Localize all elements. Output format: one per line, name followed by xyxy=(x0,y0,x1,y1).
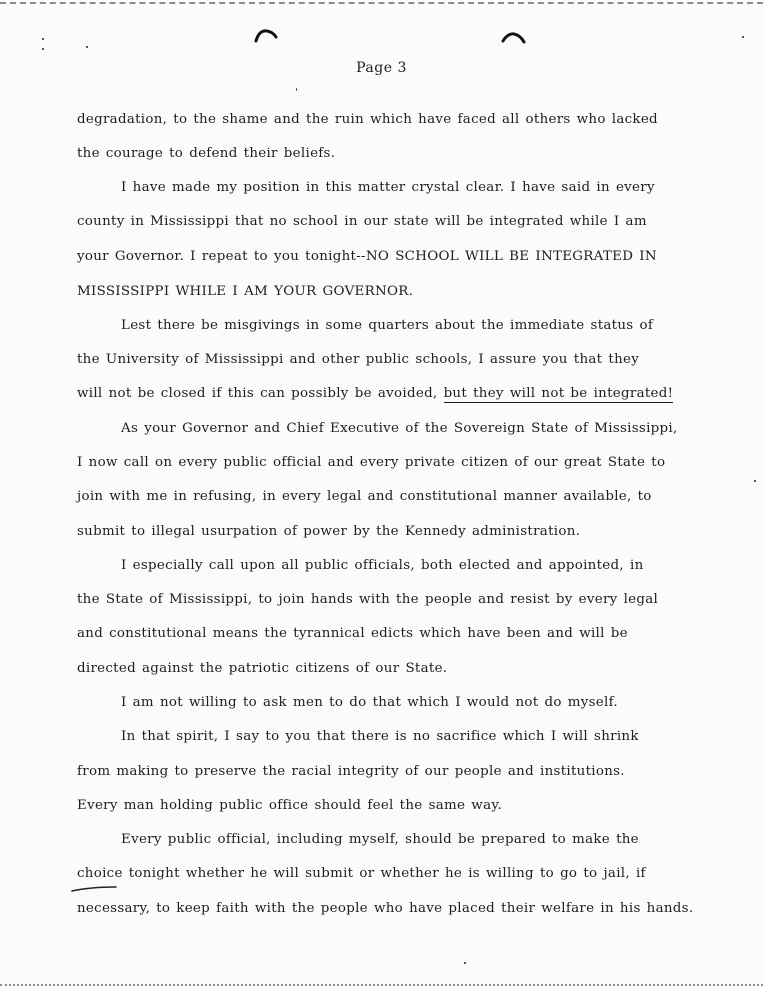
text-line: choice tonight whether he will submit or whether he is willing to go to jail, if xyxy=(77,866,646,881)
text-line: the State of Mississippi, to join hands with the people and resist by every legal xyxy=(77,592,659,607)
text-line: I now call on every public official and every private citizen of our great State to xyxy=(77,455,666,470)
text-line: and constitutional means the tyrannical edicts which have been and will be xyxy=(77,626,628,641)
text-line: the University of Mississippi and other public schools, I assure you that they xyxy=(77,352,640,367)
underlined-text: but they will not be integrated! xyxy=(443,386,674,401)
text-line: Every man holding public office should feel the same way. xyxy=(77,798,502,813)
paragraph-start-line: I especially call upon all public officials, both elected and appointed, in xyxy=(121,558,644,573)
paragraph-start-line: In that spirit, I say to you that there is no sacrifice which I will shrink xyxy=(121,729,639,744)
top-edge-scan-artifact xyxy=(0,2,763,4)
scan-speck xyxy=(86,46,88,48)
text-line: your Governor. I repeat to you tonight--NO SCHOOL WILL BE INTEGRATED IN xyxy=(77,249,657,264)
hole-punch-mark-left xyxy=(253,28,279,44)
text-line: directed against the patriotic citizens of our State. xyxy=(77,661,448,676)
paragraph-start-line: Every public official, including myself, should be prepared to make the xyxy=(121,832,639,847)
scan-speck xyxy=(464,962,466,964)
scan-speck xyxy=(296,88,297,91)
paragraph-start-line: As your Governor and Chief Executive of the Sovereign State of Mississippi, xyxy=(121,421,678,436)
scan-speck xyxy=(42,48,44,50)
scan-speck xyxy=(42,38,44,40)
text-line: from making to preserve the racial integrity of our people and institutions. xyxy=(77,764,625,779)
text-line: submit to illegal usurpation of power by the Kennedy administration. xyxy=(77,524,581,539)
hole-punch-mark-right xyxy=(500,30,526,46)
text-segment: will not be closed if this can possibly be avoided, xyxy=(77,386,444,401)
text-line: the courage to defend their beliefs. xyxy=(77,146,336,161)
page-number: Page 3 xyxy=(356,60,407,76)
text-line: join with me in refusing, in every legal and constitutional manner available, to xyxy=(77,489,652,504)
scan-speck xyxy=(742,36,744,38)
paragraph-start-line: I have made my position in this matter crystal clear. I have said in every xyxy=(121,180,655,195)
text-line: degradation, to the shame and the ruin which have faced all others who lacked xyxy=(77,112,658,127)
pen-stroke-mark xyxy=(70,884,120,894)
text-line: necessary, to keep faith with the people who have placed their welfare in his hands. xyxy=(77,901,694,916)
scan-speck xyxy=(754,480,756,482)
text-line: county in Mississippi that no school in our state will be integrated while I am xyxy=(77,214,647,229)
text-line xyxy=(77,386,673,401)
paragraph-start-line: Lest there be misgivings in some quarters about the immediate status of xyxy=(121,318,654,333)
text-line: MISSISSIPPI WHILE I AM YOUR GOVERNOR. xyxy=(77,284,414,299)
paragraph-start-line: I am not willing to ask men to do that which I would not do myself. xyxy=(121,695,618,710)
bottom-edge-scan-artifact xyxy=(0,984,763,986)
